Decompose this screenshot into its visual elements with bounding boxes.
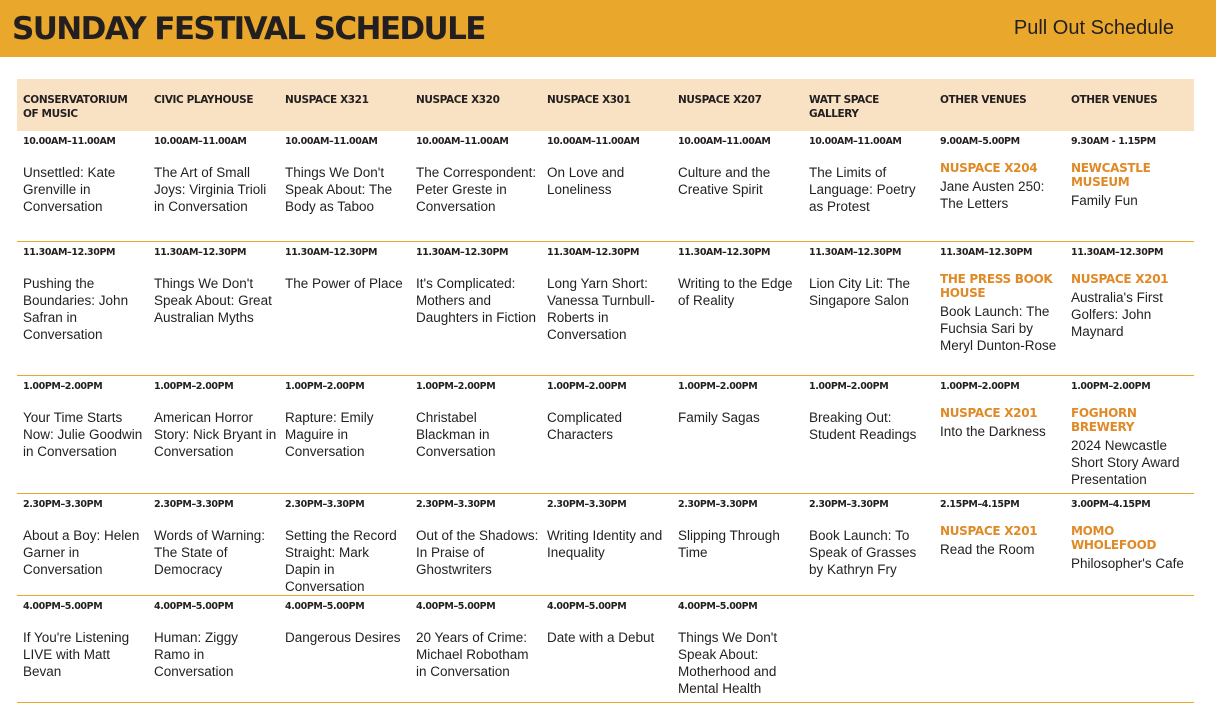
session-time: 11.30AM–12.30PM [678, 246, 771, 258]
empty-cell [934, 595, 1065, 702]
schedule-row [17, 375, 1194, 493]
session-time: 11.30AM–12.30PM [547, 246, 640, 258]
session-time: 9.30AM - 1.15PM [1071, 136, 1156, 147]
event-title: Into the Darkness [940, 423, 1046, 439]
schedule-cell [410, 493, 541, 595]
event-title: Book Launch: To Speak of Grasses by Kathryn Fry [809, 527, 917, 577]
event-title: 20 Years of Crime: Michael Robotham in Conversation [416, 629, 529, 679]
session-time: 1.00PM–2.00PM [1071, 380, 1151, 392]
session-time: 4.00PM–5.00PM [23, 600, 103, 612]
session-time: 2.30PM–3.30PM [416, 498, 496, 510]
event-title: Things We Don't Speak About: The Body as Taboo [285, 165, 393, 214]
venue-name: NUSPACE X201 [940, 405, 1038, 420]
schedule-cell [148, 241, 279, 375]
session-time: 10.00AM–11.00AM [547, 136, 640, 147]
session-time: 9.00AM–5.00PM [940, 136, 1020, 147]
session-time: 2.30PM–3.30PM [678, 498, 758, 510]
schedule-cell [672, 375, 803, 493]
event-title: About a Boy: Helen Garner in Conversation [23, 527, 140, 577]
schedule-cell [934, 375, 1065, 493]
event-title: Culture and the Creative Spirit [678, 165, 771, 197]
header-banner [0, 0, 1216, 57]
schedule-cell [279, 595, 410, 702]
schedule-cell [410, 375, 541, 493]
session-time: 2.15PM–4.15PM [940, 498, 1020, 510]
event-title: Long Yarn Short: Vanessa Turnbull-Roberts in Conversation [547, 275, 655, 342]
event-title: Date with a Debut [547, 629, 655, 645]
venue-name: NUSPACE X204 [940, 161, 1038, 175]
session-time: 10.00AM–11.00AM [23, 136, 116, 147]
event-title: Book Launch: The Fuchsia Sari by Meryl Dunton-Rose [940, 303, 1057, 353]
session-time: 4.00PM–5.00PM [416, 600, 496, 612]
event-title: Jane Austen 250: The Letters [940, 179, 1045, 211]
page-title: SUNDAY FESTIVAL SCHEDULE [12, 11, 485, 47]
schedule-cell [279, 493, 410, 595]
schedule-cell [803, 241, 934, 375]
event-title: Human: Ziggy Ramo in Conversation [154, 629, 239, 679]
venue-header: WATT SPACE GALLERY [803, 79, 934, 131]
event-title: Family Sagas [678, 409, 760, 425]
empty-cell [1065, 595, 1194, 702]
session-time: 1.00PM–2.00PM [940, 380, 1020, 392]
schedule-cell [672, 131, 803, 241]
event-title: Your Time Starts Now: Julie Goodwin in Conversation [23, 409, 143, 459]
event-title: Words of Warning: The State of Democracy [154, 527, 266, 577]
page-subtitle: Pull Out Schedule [1013, 17, 1174, 39]
empty-cell [803, 595, 934, 702]
session-time: 3.00PM–4.15PM [1071, 498, 1151, 510]
event-title: Australia's First Golfers: John Maynard [1071, 289, 1163, 339]
venue-header: OTHER VENUES [934, 79, 1065, 131]
schedule-cell [148, 595, 279, 702]
schedule-cell [17, 375, 148, 493]
schedule-cell [1065, 131, 1194, 241]
schedule-cell [279, 375, 410, 493]
session-time: 10.00AM–11.00AM [416, 136, 509, 147]
session-time: 1.00PM–2.00PM [154, 380, 234, 392]
event-title: Read the Room [940, 541, 1035, 557]
event-title: Writing to the Edge of Reality [678, 275, 793, 308]
schedule-cell [672, 241, 803, 375]
schedule-cell [148, 493, 279, 595]
schedule-cell [541, 375, 672, 493]
venue-header: NUSPACE X207 [672, 79, 803, 131]
venue-header: CONSERVATORIUM OF MUSIC [17, 79, 148, 131]
schedule-cell [410, 241, 541, 375]
session-time: 10.00AM–11.00AM [285, 136, 378, 147]
schedule-cell [17, 595, 148, 702]
session-time: 1.00PM–2.00PM [416, 380, 496, 392]
schedule-cell [17, 241, 148, 375]
schedule-cell [672, 595, 803, 702]
venue-header: OTHER VENUES [1065, 79, 1194, 131]
schedule-cell [934, 131, 1065, 241]
event-title: The Power of Place [285, 275, 403, 291]
event-title: The Art of Small Joys: Virginia Trioli in Conversation [154, 165, 267, 214]
event-title: Slipping Through Time [678, 527, 780, 560]
event-title: The Limits of Language: Poetry as Protest [809, 165, 916, 214]
schedule-cell [672, 493, 803, 595]
session-time: 1.00PM–2.00PM [547, 380, 627, 392]
schedule-cell [803, 375, 934, 493]
event-title: Things We Don't Speak About: Great Australian Myths [154, 275, 272, 325]
schedule-cell [410, 131, 541, 241]
session-time: 4.00PM–5.00PM [678, 600, 758, 612]
schedule-cell [1065, 375, 1194, 493]
venue-name: NEWCASTLE MUSEUM [1071, 161, 1151, 189]
schedule-cell [410, 595, 541, 702]
schedule-cell [934, 241, 1065, 375]
venue-header: NUSPACE X301 [541, 79, 672, 131]
schedule-cell [541, 241, 672, 375]
venue-header: CIVIC PLAYHOUSE [148, 79, 279, 131]
schedule-row [17, 241, 1194, 375]
venue-header: NUSPACE X321 [279, 79, 410, 131]
session-time: 11.30AM–12.30PM [23, 246, 116, 258]
schedule-cell [541, 493, 672, 595]
schedule-cell [148, 375, 279, 493]
schedule-row [17, 595, 1194, 702]
venue-name: THE PRESS BOOK HOUSE [940, 271, 1053, 300]
session-time: 4.00PM–5.00PM [154, 600, 234, 612]
session-time: 11.30AM–12.30PM [940, 246, 1033, 258]
event-title: 2024 Newcastle Short Story Award Presentation [1071, 437, 1180, 487]
schedule-cell [279, 131, 410, 241]
session-time: 2.30PM–3.30PM [285, 498, 365, 510]
session-time: 4.00PM–5.00PM [285, 600, 365, 612]
schedule-cell [1065, 493, 1194, 595]
schedule-row [17, 131, 1194, 241]
session-time: 2.30PM–3.30PM [809, 498, 889, 510]
venue-header: NUSPACE X320 [410, 79, 541, 131]
event-title: Things We Don't Speak About: Motherhood and Mental Health [678, 629, 778, 696]
session-time: 2.30PM–3.30PM [154, 498, 234, 510]
event-title: Rapture: Emily Maguire in Conversation [285, 409, 374, 459]
session-time: 11.30AM–12.30PM [285, 246, 378, 258]
schedule-cell [279, 241, 410, 375]
event-title: Out of the Shadows: In Praise of Ghostwriters [416, 527, 539, 577]
event-title: Lion City Lit: The Singapore Salon [809, 275, 911, 308]
event-title: It's Complicated: Mothers and Daughters in Fiction [416, 275, 537, 325]
schedule-cell [17, 493, 148, 595]
schedule-cell [148, 131, 279, 241]
schedule-cell [1065, 241, 1194, 375]
session-time: 1.00PM–2.00PM [285, 380, 365, 392]
venue-name: NUSPACE X201 [940, 523, 1038, 538]
schedule-cell [934, 493, 1065, 595]
event-title: If You're Listening LIVE with Matt Bevan [23, 629, 130, 679]
session-time: 2.30PM–3.30PM [547, 498, 627, 510]
session-time: 10.00AM–11.00AM [154, 136, 247, 147]
event-title: Unsettled: Kate Grenville in Conversation [23, 165, 116, 214]
session-time: 10.00AM–11.00AM [678, 136, 771, 147]
venue-name: FOGHORN BREWERY [1071, 405, 1137, 434]
event-title: On Love and Loneliness [547, 165, 625, 197]
schedule-row [17, 493, 1194, 595]
event-title: Writing Identity and Inequality [547, 527, 663, 560]
schedule-cell [803, 131, 934, 241]
session-time: 11.30AM–12.30PM [1071, 246, 1164, 258]
event-title: Complicated Characters [547, 409, 623, 442]
session-time: 11.30AM–12.30PM [416, 246, 509, 258]
event-title: The Correspondent: Peter Greste in Conversation [416, 165, 537, 214]
session-time: 1.00PM–2.00PM [809, 380, 889, 392]
session-time: 4.00PM–5.00PM [547, 600, 627, 612]
session-time: 10.00AM–11.00AM [809, 136, 902, 147]
event-title: Breaking Out: Student Readings [809, 409, 917, 442]
venue-header-row [17, 79, 1194, 131]
session-time: 11.30AM–12.30PM [154, 246, 247, 258]
schedule-cell [803, 493, 934, 595]
event-title: Dangerous Desires [285, 629, 401, 645]
venue-name: NUSPACE X201 [1071, 271, 1169, 286]
session-time: 2.30PM–3.30PM [23, 498, 103, 510]
session-time: 1.00PM–2.00PM [678, 380, 758, 392]
schedule-table [17, 79, 1194, 703]
schedule-cell [17, 131, 148, 241]
event-title: Pushing the Boundaries: John Safran in Conversation [23, 275, 129, 342]
session-time: 1.00PM–2.00PM [23, 380, 103, 392]
event-title: Christabel Blackman in Conversation [416, 409, 496, 459]
event-title: Philosopher's Cafe [1071, 555, 1184, 571]
event-title: American Horror Story: Nick Bryant in Conversation [154, 409, 277, 459]
schedule-cell [541, 595, 672, 702]
venue-name: MOMO WHOLEFOOD [1071, 523, 1157, 552]
event-title: Setting the Record Straight: Mark Dapin in Conversation [285, 527, 397, 594]
event-title: Family Fun [1071, 193, 1138, 208]
schedule-cell [541, 131, 672, 241]
session-time: 11.30AM–12.30PM [809, 246, 902, 258]
